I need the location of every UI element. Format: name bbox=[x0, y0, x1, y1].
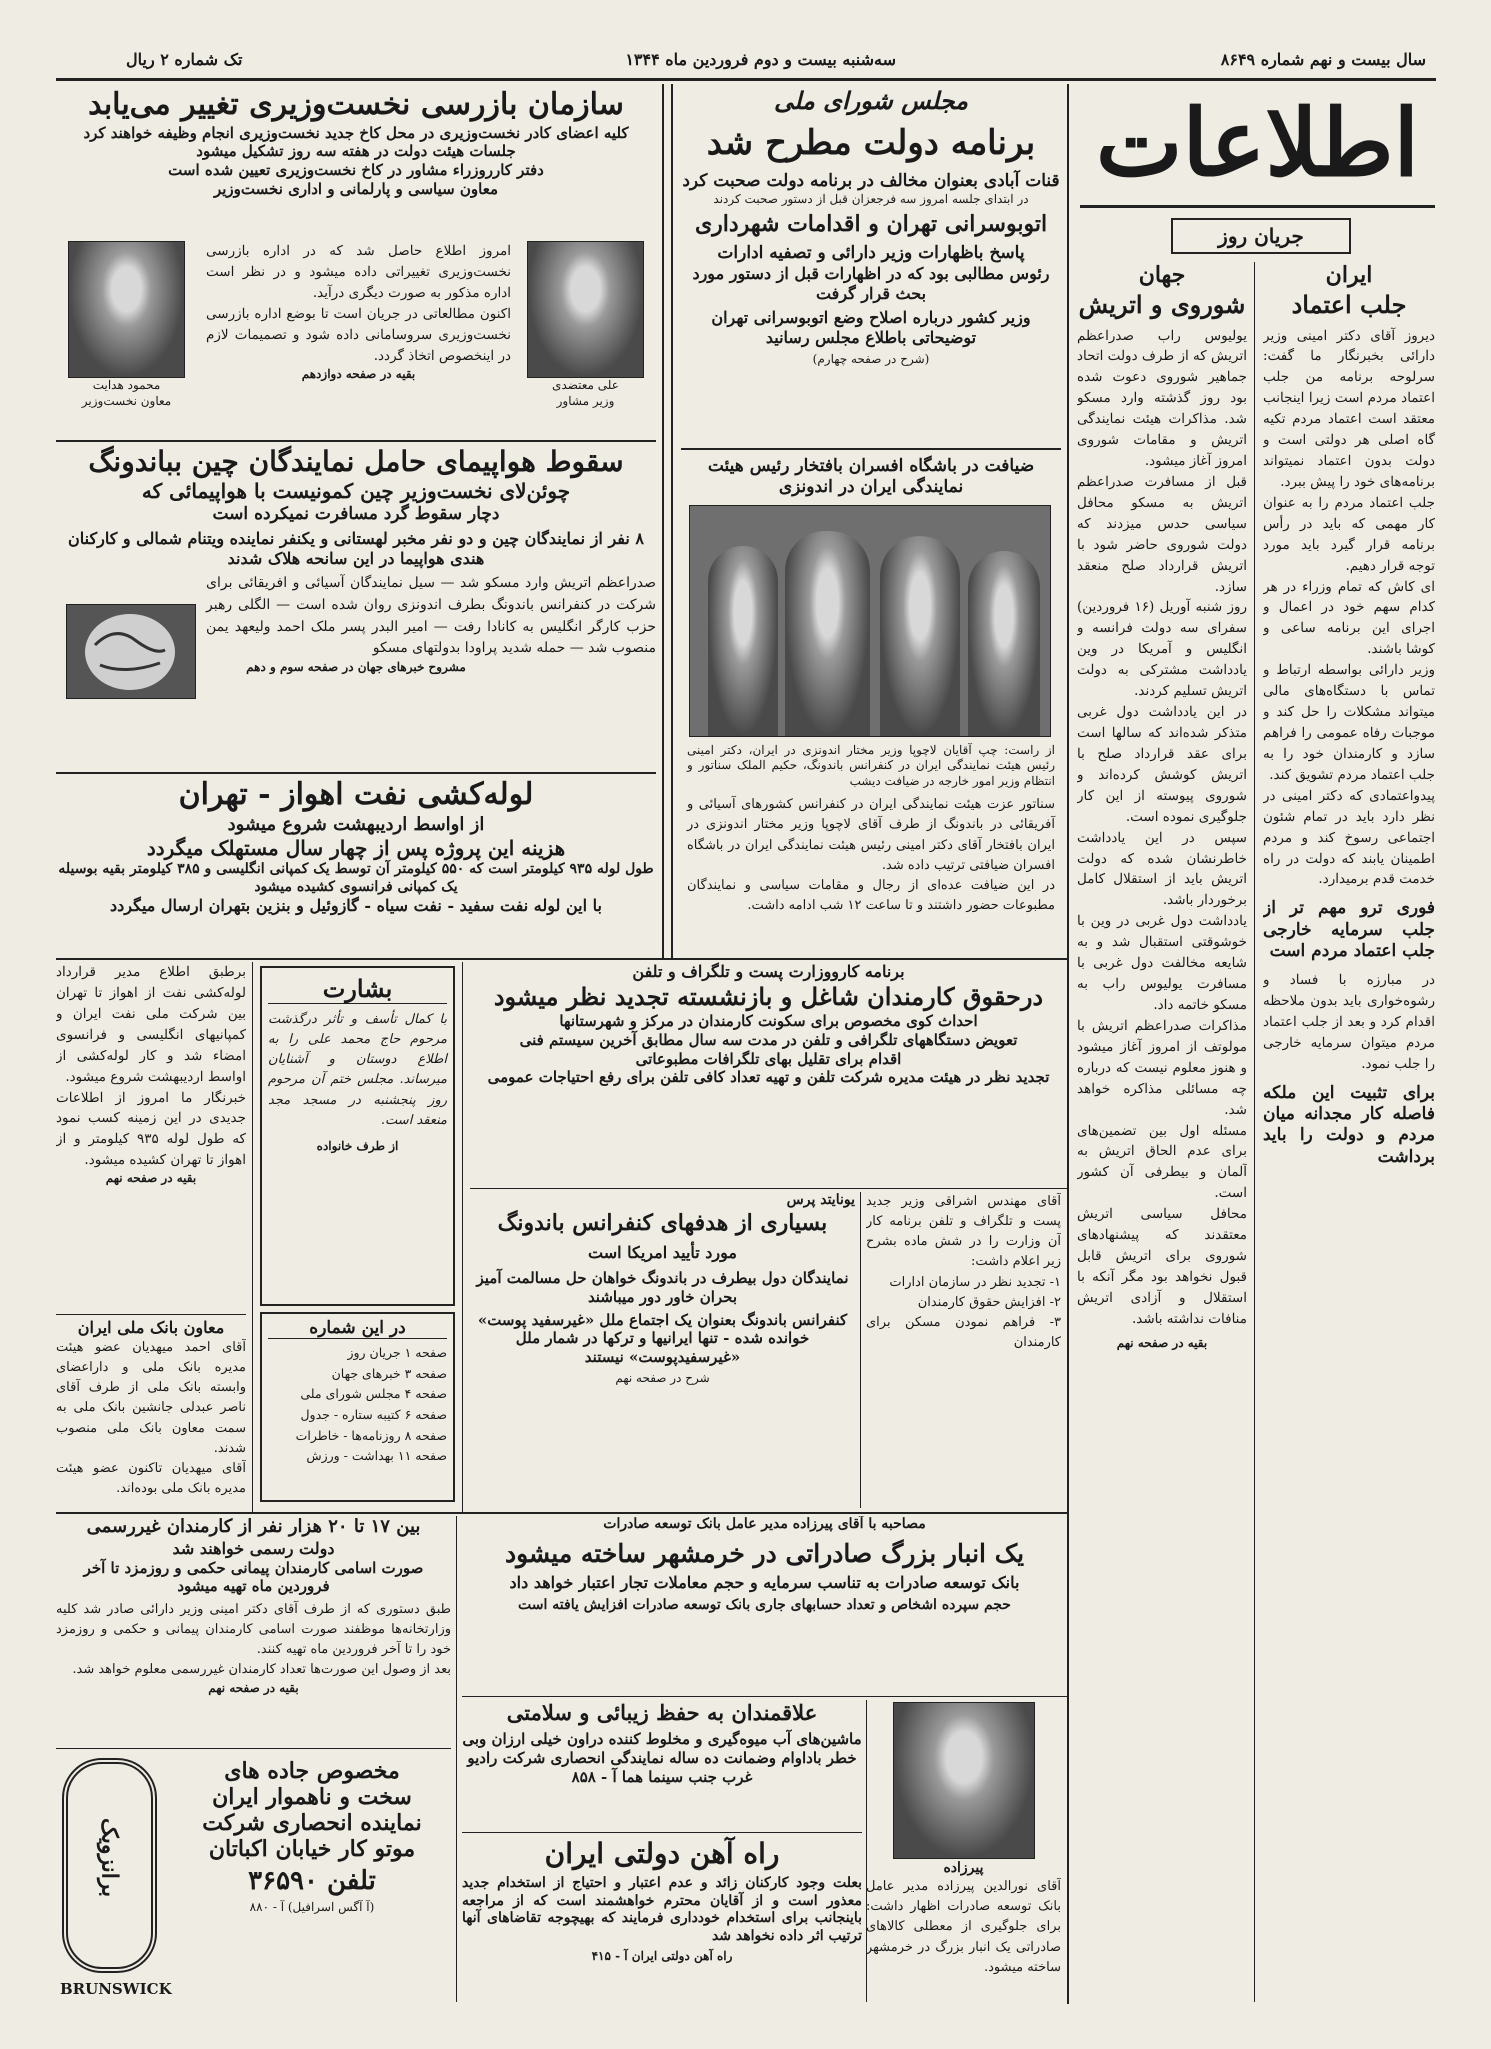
bandung-ref: شرح در صفحه نهم bbox=[615, 1370, 710, 1385]
crash-block bbox=[56, 444, 656, 769]
inspection-body: امروز اطلاع حاصل شد که در اداره بازرسی نخست‌وزیری تغییراتی داده میشود و در نظر است اداره مذکور به صورت دیگری درآید. اکنون مطالعاتی در جریان است تا بوضع اداره بازرسی نخست‌وزیری سروسامانی داده شود و تصمیمات لازم در اینخصوص اتخاذ گردد. bbox=[206, 243, 511, 364]
export-body: آقای نورالدین پیرزاده مدیر عامل بانک توسعه صادرات اظهار داشت: برای جلوگیری از معطلی کالاهای صادراتی یک انبار بزرگ در خرمشهر ساخته میشود. bbox=[866, 1879, 1061, 1975]
divider-v2 bbox=[1067, 84, 1069, 2004]
iran-column bbox=[1263, 262, 1435, 2002]
photo-motazedi-image bbox=[527, 241, 644, 378]
divider-v8 bbox=[456, 1516, 457, 2002]
bandung-sub3: کنفرانس باندونگ بعنوان یک اجتماع ملل «غیرسفید پوست» خوانده شده - تنها ایرانیها و ترکها در شمار ملل «غیرسفیدپوست» نیستند bbox=[477, 1310, 848, 1366]
pipeline-sub2: هزینه این پروژه پس از چهار سال مستهلک میگردد bbox=[146, 836, 566, 860]
post-sub1: درحقوق کارمندان شاغل و بازنشسته تجدید نظر میشود bbox=[493, 982, 1044, 1011]
export-block bbox=[462, 1516, 1067, 1694]
export-sub1: بانک توسعه صادرات به تناسب سرمایه و حجم معاملات تجار اعتبار خواهد داد bbox=[509, 1572, 1020, 1592]
railway-sign: راه آهن دولتی ایران آ - ۴۱۵ bbox=[591, 1949, 733, 1963]
export-photo-column bbox=[866, 1700, 1061, 2002]
bandung-sub1: مورد تأیید امریکا است bbox=[588, 1243, 737, 1262]
photo-hedayat bbox=[64, 241, 189, 409]
tire-phone: تلفن ۳۶۵۹۰ bbox=[248, 1866, 376, 1896]
iran-tail: در مبارزه با فساد و رشوه‌خواری باید بدون ملاحظه اقدام کرد و بعد از جلب اعتماد مردم میتوان سرمایه خارجی را جلب نمود. bbox=[1263, 972, 1435, 1072]
employees-headline: بین ۱۷ تا ۲۰ هزار نفر از کارمندان غیررسمی bbox=[86, 1516, 421, 1537]
reception-block bbox=[681, 452, 1061, 957]
index-item[interactable]: صفحه ۸ روزنامه‌ها - خاطرات bbox=[295, 1427, 447, 1443]
post-sub2: احداث کوی مخصوص برای سکونت کارمندان در مرکز و شهرستانها bbox=[559, 1012, 978, 1030]
parliament-sub3: پاسخ باظهارات وزیر دارائی و تصفیه ادارات bbox=[717, 242, 1025, 263]
world-title: شوروی و اتریش bbox=[1078, 289, 1246, 319]
post-headline: برنامه کارووزارت پست و تلگراف و تلفن bbox=[632, 962, 905, 981]
photo-person-3 bbox=[880, 536, 960, 736]
crash-headline: سقوط هواپیمای حامل نمایندگان چین بباندونگ bbox=[88, 445, 624, 478]
parliament-sub2: اتوبوسرانی تهران و اقدامات شهرداری bbox=[694, 211, 1048, 238]
machines-body: ماشین‌های آب میوه‌گیری و مخلوط کننده دراون خیلی ارزان وبی خطر باداوام وضمانت ده ساله نمایندگی انحصاری شرکت رادیو غرب جنب سینما هما آ - ۸۵۸ bbox=[462, 1730, 862, 1786]
iran-body: دیروز آقای دکتر امینی وزیر دارائی بخبرنگار ما گفت: سرلوحه برنامه من جلب اعتماد مردم است زیرا اینجانب معتقد است اعتماد مردم تکیه گاه اصلی هر دولتی است و دولت بدون اعتماد نمیتواند برنامه‌های خود را پیش ببرد. جلب اعتماد مردم را به عنوان کار مهمی که باید در رأس برنامه قرار گیرد باید مورد توجه قرار دهیم. ای کاش که تمام وزراء در هر کدام سهم خود در اعمال و اجرای این برنامه ساعی و کوشا باشند. وزیر دارائی بواسطه ارتباط و تماس با دستگاه‌های مالی میتواند مشکلات را حل کند و موجبات رفاه عمومی را فراهم سازد و کارمندان خود را به جلب اعتماد مردم تشویق کند. پیدواعتمادی که دکتر امینی در نظر دارد باید در تمام شئون اجتماعی رسوخ کند و مردم اطمینان یابند که دولت در راه خدمت قدم برمیدارد. bbox=[1263, 327, 1435, 888]
photo-motazedi-caption: علی معتضدی وزیر مشاور bbox=[552, 378, 619, 408]
section-label: جریان روز bbox=[1171, 218, 1351, 254]
logo-rule bbox=[1080, 205, 1435, 208]
masthead-strip bbox=[56, 48, 1436, 78]
inspection-text bbox=[206, 241, 511, 382]
divider-h-export bbox=[462, 1696, 1067, 1697]
tire-ad-text bbox=[177, 1758, 447, 1914]
post-sub3: تعویض دستگاههای تلگرافی و تلفن در مدت سه سال مطابق آخرین سیستم فنی bbox=[519, 1030, 1018, 1049]
index-item[interactable]: صفحه ۶ کتیبه ستاره - جدول bbox=[300, 1406, 447, 1422]
obituary-title: بشارت bbox=[268, 974, 447, 1004]
index-item[interactable]: صفحه ۱ جریان روز bbox=[347, 1345, 447, 1360]
reception-body: سناتور عزت هیئت نمایندگی ایران در کنفرانس کشورهای آسیائی و آفریقائی در باندونگ از طرف آقای لاچوپا وزیر مختار اندونزی در ایران بافتخار آقای دکتر امینی رئیس هیئت نمایندگی ایران در باشگاه افسران ضیافتی ترتیب داده شد. در این ضیافت عده‌ای از رجال و مقامات سیاسی و نمایندگان مطبوعات حضور داشتند و تا ساعت ۱۲ شب ادامه داشت. bbox=[687, 797, 1055, 913]
tire-brand-en: BRUNSWICK bbox=[60, 1980, 172, 1998]
obituary-ad bbox=[260, 966, 455, 1306]
inspection-sub3: دفتر کارروزراء مشاور در کاخ نخست‌وزیری تعیین شده است bbox=[168, 161, 544, 179]
reception-photo bbox=[689, 505, 1051, 737]
iran-bold-statement-2: برای تثبیت این ملکه فاصله کار مجدانه میان مردم و دولت را باید برداشت bbox=[1263, 1082, 1435, 1167]
tire-line1: مخصوص جاده های bbox=[224, 1758, 400, 1784]
post-sub5: تجدید نظر در هیئت مدیره شرکت تلفن و تهیه تعداد کافی تلفن برای رفع احتیاجات عمومی bbox=[487, 1068, 1050, 1087]
index-item[interactable]: صفحه ۴ مجلس شورای ملی bbox=[300, 1386, 447, 1402]
divider-v3 bbox=[671, 84, 673, 959]
inspection-block bbox=[56, 86, 656, 436]
reception-caption: از راست: چپ آقایان لاچوپا وزیر مختار اندونزی در ایران، دکتر امینی رئیس هیئت نمایندگی ایران در کنفرانس باندونگ، حکیم الملک سناتور و انتظام وزیر امور خارجه در ضیافت دیشب bbox=[687, 742, 1055, 788]
pipeline-continue: بقیه در صفحه نهم bbox=[105, 1171, 197, 1186]
price-line: تک شماره ۲ ریال bbox=[126, 50, 243, 69]
parliament-block bbox=[681, 86, 1061, 446]
divider-v1 bbox=[1254, 262, 1255, 2002]
bandung-block bbox=[470, 1192, 855, 1508]
divider-h-employees bbox=[56, 1748, 451, 1749]
tire-note: (آ آگس اسرافیل) آ - ۸۸۰ bbox=[249, 1900, 375, 1914]
iran-title: جلب اعتماد bbox=[1291, 289, 1407, 319]
world-continue: بقیه در صفحه نهم bbox=[1116, 1335, 1208, 1350]
index-box bbox=[260, 1312, 455, 1502]
inspection-continue: بقیه در صفحه دوازدهم bbox=[301, 366, 416, 381]
divider-h-post bbox=[470, 1188, 1067, 1189]
parliament-ref: (شرح در صفحه چهارم) bbox=[812, 352, 930, 367]
employees-continue: بقیه در صفحه نهم bbox=[208, 1680, 299, 1695]
divider-h-crash bbox=[56, 772, 656, 774]
pipeline-block bbox=[56, 776, 656, 956]
divider-v7 bbox=[860, 1192, 861, 1508]
divider-h-parliament bbox=[681, 448, 1061, 450]
deputy-body: آقای احمد میهدیان عضو هیئت مدیره بانک ملی و داراعضای وابسته بانک ملی از طرف آقای ناصر عبدلی جانشین بانک ملی به سمت معاون بانک ملی منصوب شدند. آقای میهدیان تاکنون عضو هیئت مدیره بانک ملی بوده‌اند. bbox=[56, 1340, 246, 1496]
index-item[interactable]: صفحه ۳ خبرهای جهان bbox=[331, 1365, 447, 1381]
inspection-sub1: کلیه اعضای کادر نخست‌وزیری در محل کاخ جدید نخست‌وزیری انجام وظیفه خواهند کرد bbox=[83, 123, 629, 142]
divider-h-deputy bbox=[56, 1314, 246, 1315]
obituary-body: با کمال تأسف و تأثر درگذشت مرحوم حاج محمد علی را به اطلاع دوستان و آشنایان میرساند. مجلس ختم آن مرحوم روز پنجشنبه در مسجد مجد منعقد است. bbox=[268, 1012, 447, 1128]
photo-person-2 bbox=[785, 531, 870, 736]
world-header: جهان bbox=[1138, 262, 1186, 288]
employees-body: طبق دستوری که از طرف آقای دکتر امینی وزیر دارائی صادر شد کلیه وزارتخانه‌ها موظفند صورت اسامی کارمندان پیمانی و حکمی و روزمزد خود را تا آخر فروردین ماه تهیه کنند. بعد از وصول این صورت‌ها تعداد کارمندان غیررسمی معلوم خواهد شد. bbox=[56, 1602, 451, 1678]
pirzadeh-photo bbox=[893, 1702, 1035, 1859]
tire-line2: سخت و ناهموار ایران bbox=[212, 1784, 412, 1810]
export-sub2: حجم سپرده اشخاص و تعداد حسابهای جاری بانک توسعه صادرات افزایش یافته است bbox=[518, 1596, 1011, 1613]
globe-icon bbox=[65, 605, 195, 700]
crash-sub1: چوئن‌لای نخست‌وزیر چین کمونیست با هواپیمائی که bbox=[141, 479, 571, 503]
deputy-headline: معاون بانک ملی ایران bbox=[77, 1318, 225, 1337]
photo-person-4 bbox=[968, 551, 1040, 736]
divider-v4 bbox=[662, 84, 664, 959]
post-block bbox=[470, 962, 1067, 1187]
railway-notice bbox=[462, 1836, 862, 2002]
parliament-sub1: قنات آبادی بعنوان مخالف در برنامه دولت صحبت کرد bbox=[682, 170, 1060, 191]
bandung-headline: بسیاری از هدفهای کنفرانس باندونگ bbox=[497, 1209, 828, 1236]
inspection-sub4: معاون سیاسی و پارلمانی و اداری نخست‌وزیر bbox=[213, 179, 499, 198]
divider-v5 bbox=[252, 962, 253, 1512]
iran-header: ایران bbox=[1325, 262, 1373, 288]
world-body: یولیوس راب صدراعظم اتریش که از طرف دولت اتحاد جماهیر شوروی دعوت شده بود روز گذشته وارد مسکو شد. مذاکرات هیئت نمایندگی اتریش و مقامات شوروی امروز آغاز میشود. قبل از مسافرت صدراعظم اتریش به مسکو محافل سیاسی حدس میزدند که دولت شوروی حاضر شود با اتریش قرارداد صلح منعقد سازد. روز شنبه آوریل (۱۶ فروردین) سفرای سه دولت فرانسه و انگلیس و آمریکا در وین یادداشت مشترکی به دولت اتریش تسلیم کردند. در این یادداشت دول غربی متذکر شده‌اند که سالها است برای عقد قرارداد صلح با اتریش کوشش کرده‌اند و شوروی پیوسته از این کار جلوگیری نموده است. سپس در این یادداشت خاطرنشان شده که دولت اتریش باید از استقلال کامل برخوردار باشد. یادداشت دول غربی در وین با خوشوقتی استقبال شد و به شایعه مخالفت دول غربی با مسافرت یولیوس راب به مسکو خاتمه داد. مذاکرات صدراعظم اتریش با مولوتف از امروز آغاز میشود و هنوز معلوم نیست که درباره چه مسائلی مذاکره خواهد شد. مسئله اول بین تضمین‌های برای عدم الحاق اتریش به آلمان و بیطرفی آن کشور است. محافل سیاسی اتریش معتقدند که پیشنهادهای شوروی برای اتریش قابل قبول نخواهد بود مگر آنکه با استقلال و آزادی اتریش منافات نداشته باشد. bbox=[1077, 327, 1247, 1327]
pipeline-continued bbox=[56, 962, 246, 1312]
parliament-headline: برنامه دولت مطرح شد bbox=[706, 123, 1036, 163]
divider-v6 bbox=[462, 962, 463, 1512]
photo-person-1 bbox=[708, 546, 778, 736]
divider-h-inspection bbox=[56, 440, 656, 442]
railway-headline: راه آهن دولتی ایران bbox=[544, 1837, 780, 1870]
inspection-sub2: جلسات هیئت دولت در هفته سه روز تشکیل میشود bbox=[196, 142, 516, 161]
crash-sub3: ۸ نفر از نمایندگان چین و دو نفر مخبر لهستانی و یکنفر نماینده ویتنام شمالی و کارکنان هندی هواپیما در این سانحه هلاک شدند bbox=[68, 529, 644, 569]
tire-graphic bbox=[62, 1758, 157, 1973]
issue-line: سال بیست و نهم شماره ۸۶۴۹ bbox=[1220, 50, 1426, 69]
pipeline-sub1: از اواسط اردیبهشت شروع میشود bbox=[227, 813, 485, 835]
parliament-sub5: وزیر کشور درباره اصلاح وضع اتوبوسرانی تهران توضیحاتی باطلاع مجلس رسانید bbox=[711, 308, 1031, 348]
divider-h-lower bbox=[56, 1512, 1069, 1514]
railway-body: بعلت وجود کارکنان زائد و عدم اعتبار و احتیاج از استخدام جدید معذور است و از آقایان محترم خواهشمند است که از مراجعه باینجانب برای استخدام خودداری فرمایند که بهیچوجه تقاضاهای آنها ترتیب اثر داده نخواهد شد bbox=[462, 1875, 862, 1944]
pirzadeh-caption: پیرزاده bbox=[943, 1860, 984, 1876]
pipeline-headline: لوله‌کشی نفت اهواز - تهران bbox=[178, 777, 534, 812]
divider-h-machines bbox=[462, 1832, 862, 1833]
obituary-signature: از طرف خانواده bbox=[316, 1138, 399, 1153]
newspaper-logo: اطلاعات bbox=[1095, 89, 1420, 197]
crash-ref: مشروح خبرهای جهان در صفحه سوم و دهم bbox=[246, 660, 466, 674]
employees-sub1: دولت رسمی خواهند شد bbox=[172, 1538, 335, 1558]
employees-sub2: صورت اسامی کارمندان پیمانی حکمی و روزمزد تا آخر فروردین ماه تهیه میشود bbox=[83, 1558, 424, 1596]
crash-world-map bbox=[66, 604, 196, 699]
post-body-column bbox=[866, 1192, 1061, 1508]
machines-title: علاقمندان به حفظ زیبائی و سلامتی bbox=[506, 1700, 818, 1725]
tire-line4: موتو کار خیابان اکباتان bbox=[208, 1836, 416, 1862]
photo-hedayat-caption: محمود هدایت معاون نخست‌وزیر bbox=[81, 378, 172, 408]
iran-bold-statement: فوری ترو مهم تر از جلب سرمایه خارجی جلب اعتماد مردم است bbox=[1263, 898, 1435, 961]
export-kicker: مصاحبه با آقای پیرزاده مدیر عامل بانک توسعه صادرات bbox=[603, 1516, 926, 1532]
crash-sub2: دچار سقوط گرد مسافرت نمیکرده است bbox=[212, 504, 500, 524]
tire-brand-fa: برانزویک bbox=[96, 1818, 123, 1898]
parliament-sub1-note: در ابتدای جلسه امروز سه فرجعزان قبل از دستور صحبت کردند bbox=[713, 191, 1029, 206]
crash-body: صدراعظم اتریش وارد مسکو شد — سیل نمایندگان آسیائی و افریقائی برای شرکت در کنفرانس باندونگ بطرف اندونزی روان شده است — الگلی رهبر حزب کارگر انگلیس به کانادا رفت — امیر البدر پسر ملک احمد ولیعهد یمن منصوب شد — حمله شدید پراودا بدولتهای مسکو bbox=[206, 575, 656, 657]
bandung-sub2: نمایندگان دول بیطرف در باندونگ خواهان حل مسالمت آمیز بحران خاور دور میباشند bbox=[476, 1269, 849, 1306]
deputy-block bbox=[56, 1318, 246, 1508]
tire-line3: نماینده انحصاری شرکت bbox=[202, 1810, 422, 1836]
index-title: در این شماره bbox=[268, 1318, 447, 1339]
date-line: سه‌شنبه بیست و دوم فروردین ماه ۱۳۴۴ bbox=[625, 50, 896, 69]
divider-h-main bbox=[56, 958, 1069, 960]
machines-ad bbox=[462, 1700, 862, 1830]
photo-motazedi bbox=[523, 241, 648, 409]
parliament-kicker: مجلس شورای ملی bbox=[774, 86, 968, 115]
index-item[interactable]: صفحه ۱۱ بهداشت - ورزش bbox=[306, 1448, 447, 1464]
post-sub4: اقدام برای تقلیل بهای تلگرافات مطبوعاتی bbox=[635, 1049, 902, 1068]
inspection-headline: سازمان بازرسی نخست‌وزیری تغییر می‌یابد bbox=[88, 87, 624, 122]
export-headline: یک انبار بزرگ صادراتی در خرمشهر ساخته میشود bbox=[504, 1538, 1025, 1568]
pipeline-body: برطبق اطلاع مدیر قرارداد لوله‌کشی نفت از اهواز تا تهران بین شرکت ملی نفت ایران و کمپانیهای انگلیسی و فرانسوی امضاء شد و کار لوله‌کشی از اواسط اردیبهشت شروع میشود. خبرنگار ما امروز از اطلاعات جدیدی در این زمینه کسب نمود که طول لوله ۹۳۵ کیلومتر و از اهواز تا تهران کشیده میشود. bbox=[56, 964, 246, 1169]
bandung-kicker: یونایتد پرس bbox=[786, 1192, 855, 1208]
pipeline-sub4: با این لوله نفت سفید - نفت سیاه - گازوئیل و بنزین بتهران ارسال میگردد bbox=[110, 896, 602, 915]
reception-headline: ضیافت در باشگاه افسران بافتخار رئیس هیئت نمایندگی ایران در اندونزی bbox=[707, 456, 1035, 498]
parliament-sub4: رئوس مطالبی بود که در اظهارات قبل از دستور مورد بحث قرار گرفت bbox=[692, 264, 1050, 304]
masthead-rule bbox=[56, 78, 1436, 81]
pipeline-sub3: طول لوله ۹۳۵ کیلومتر است که ۵۵۰ کیلومتر آن توسط یک کمپانی انگلیسی و ۳۸۵ کیلومتر بقیه بوسیله یک کمپانی فرانسوی کشیده میشود bbox=[58, 861, 654, 895]
world-column bbox=[1077, 262, 1247, 2002]
employees-block bbox=[56, 1516, 451, 1746]
photo-hedayat-image bbox=[68, 241, 185, 378]
brunswick-ad bbox=[56, 1752, 451, 2002]
post-body: آقای مهندس اشراقی وزیر جدید پست و تلگراف و تلفن برنامه کار آن وزارت را در شش ماده بشرح زیر اعلام داشت: ۱- تجدید نظر در سازمان ادارات ۲- افزایش حقوق کارمندان ۳- فراهم نمودن مسکن برای کارمندان bbox=[866, 1194, 1061, 1350]
